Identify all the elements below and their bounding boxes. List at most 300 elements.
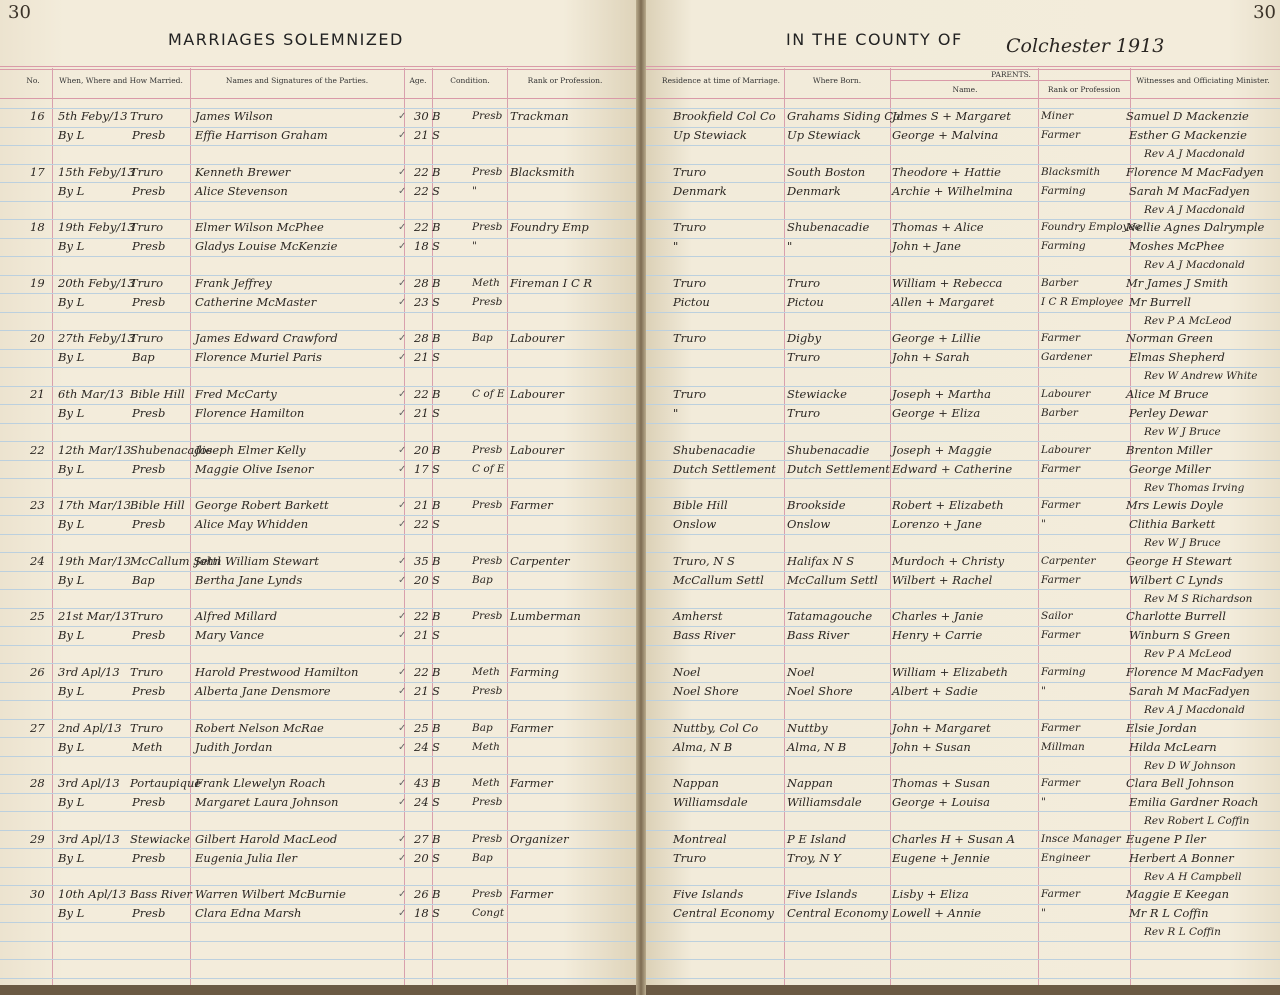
check-mark-icon: ✓ [398, 630, 407, 642]
groom-residence: Truro [673, 220, 706, 235]
groom-denomination: C of E [472, 388, 505, 400]
entry-number: 28 [30, 776, 45, 791]
marriage-place: Shubenacadie [130, 442, 213, 457]
bride-name: Margaret Laura Johnson [195, 795, 339, 810]
bride-condition: S [432, 684, 440, 698]
marriage-place: Portaupique [130, 776, 202, 791]
bride-parents: Lowell + Annie [892, 906, 982, 921]
bride-condition: S [432, 572, 440, 587]
bride-name: Alice May Whidden [195, 517, 309, 532]
bride-name: Mary Vance [195, 628, 265, 643]
marriage-place: Truro [130, 275, 163, 290]
groom-condition: B [432, 553, 441, 568]
groom-age: 25 [414, 720, 429, 735]
check-mark-icon: ✓ [398, 500, 407, 512]
check-mark-icon: ✓ [398, 389, 407, 400]
groom-rank: Foundry Emp [510, 220, 589, 235]
groom-birthplace: South Boston [787, 164, 866, 179]
bride-age: 23 [414, 294, 429, 309]
entry-number: 20 [30, 331, 45, 346]
groom-age: 22 [414, 220, 429, 235]
groom-name: Elmer Wilson McPhee [195, 220, 324, 235]
groom-condition: B [432, 275, 441, 290]
groom-parent-rank: Labourer [1041, 388, 1091, 400]
check-mark-icon: ✓ [398, 352, 407, 364]
entry-number: 29 [30, 831, 45, 846]
marriage-date: 10th Apl/13 [58, 887, 127, 902]
groom-name: James Edward Crawford [195, 331, 338, 346]
witness-2: Wilbert C Lynds [1129, 572, 1223, 587]
entry-number: 18 [30, 220, 45, 235]
groom-parents: Joseph + Maggie [892, 442, 992, 457]
check-mark-icon: ✓ [398, 852, 407, 864]
groom-name: Alfred Millard [195, 609, 278, 624]
groom-residence: Shubenacadie [673, 442, 756, 457]
bride-condition: S [432, 739, 440, 754]
col-parent-name: Name. [952, 85, 978, 94]
groom-parents: George + Lillie [892, 331, 981, 346]
bride-parents: Archie + Wilhelmina [892, 183, 1013, 198]
marriage-church: Bap [132, 572, 155, 587]
groom-denomination: Presb [472, 888, 503, 901]
marriage-date: 19th Mar/13 [58, 553, 131, 568]
groom-parents: Lisby + Eliza [892, 887, 969, 902]
check-mark-icon: ✓ [398, 111, 407, 122]
bride-residence: Denmark [673, 183, 727, 198]
col-parent-rank: Rank or Profession [1047, 85, 1121, 94]
bride-residence: Up Stewiack [673, 128, 747, 142]
groom-name: John William Stewart [195, 553, 319, 568]
col-when: When, Where and How Married. [59, 76, 183, 85]
groom-denomination: Presb [472, 610, 503, 623]
officiating-minister: Rev W J Bruce [1144, 537, 1221, 550]
groom-residence: Nappan [673, 776, 719, 791]
officiating-minister: Rev P A McLeod [1144, 648, 1232, 661]
marriage-how: By L [58, 795, 85, 810]
marriage-place: Bible Hill [130, 498, 185, 513]
bride-birthplace: Troy, N Y [787, 850, 841, 865]
groom-condition: B [432, 887, 441, 902]
entry-number: 27 [30, 720, 45, 735]
groom-residence: Truro, N S [673, 553, 735, 568]
bride-birthplace: " [787, 239, 793, 254]
left-page-title: MARRIAGES SOLEMNIZED [168, 30, 404, 49]
check-mark-icon: ✓ [398, 296, 407, 308]
groom-condition: B [432, 164, 441, 179]
groom-parent-rank: Labourer [1041, 443, 1091, 456]
witness-2: Elmas Shepherd [1129, 350, 1225, 365]
bride-age: 17 [414, 461, 429, 476]
bride-denomination: Congt [472, 907, 505, 920]
marriage-place: Stewiacke [130, 831, 190, 846]
bride-residence: Pictou [673, 294, 710, 309]
bride-residence: Onslow [673, 517, 717, 532]
groom-parent-rank: Farmer [1041, 888, 1081, 901]
check-mark-icon: ✓ [398, 555, 407, 567]
bride-denomination: Bap [472, 851, 493, 864]
witness-2: Esther G Mackenzie [1129, 128, 1247, 142]
check-mark-icon: ✓ [398, 463, 407, 475]
marriage-how: By L [58, 128, 85, 142]
groom-birthplace: Truro [787, 275, 820, 290]
officiating-minister: Rev P A McLeod [1144, 314, 1232, 327]
entry-number: 16 [30, 109, 45, 123]
bride-condition: S [432, 183, 440, 198]
marriage-place: McCallum Settl [130, 553, 221, 568]
marriage-date: 20th Feby/13 [58, 275, 135, 290]
check-mark-icon: ✓ [398, 408, 407, 419]
officiating-minister: Rev A J Macdonald [1144, 704, 1245, 716]
bride-condition: S [432, 906, 440, 921]
check-mark-icon: ✓ [398, 833, 407, 845]
marriage-how: By L [58, 850, 85, 865]
witness-1: Nellie Agnes Dalrymple [1126, 220, 1265, 235]
bride-name: Clara Edna Marsh [195, 906, 302, 921]
bride-residence: Dutch Settlement [673, 461, 776, 476]
groom-parent-rank: Blacksmith [1041, 165, 1101, 178]
groom-rank: Farmer [510, 720, 553, 735]
groom-name: Frank Jeffrey [195, 275, 272, 290]
col-names: Names and Signatures of the Parties. [225, 76, 369, 85]
groom-age: 21 [414, 498, 429, 513]
witness-1: Charlotte Burrell [1126, 609, 1226, 624]
marriage-date: 12th Mar/13 [58, 442, 131, 457]
check-mark-icon: ✓ [398, 222, 407, 234]
groom-parent-rank: Barber [1041, 276, 1078, 289]
groom-residence: Noel [673, 665, 701, 679]
witness-1: Norman Green [1126, 331, 1214, 346]
right-page [641, 0, 1280, 985]
groom-parents: Theodore + Hattie [892, 164, 1001, 179]
groom-age: 22 [414, 387, 429, 401]
marriage-how: By L [58, 739, 85, 754]
bride-parents: Edward + Catherine [892, 461, 1013, 476]
marriage-how: By L [58, 239, 85, 254]
groom-rank: Organizer [510, 831, 569, 846]
marriage-church: Meth [132, 739, 163, 754]
bride-condition: S [432, 350, 440, 365]
marriage-date: 27th Feby/13 [58, 331, 135, 346]
col-residence: Residence at time of Marriage. [661, 76, 781, 85]
bride-parents: Lorenzo + Jane [892, 517, 982, 532]
groom-birthplace: Five Islands [787, 887, 858, 902]
groom-denomination: Presb [472, 110, 503, 122]
bride-name: Alberta Jane Densmore [195, 684, 331, 698]
bride-denomination: C of E [472, 462, 505, 475]
groom-condition: B [432, 665, 441, 679]
marriage-church: Presb [132, 294, 166, 309]
witness-2: Mr R L Coffin [1129, 906, 1209, 921]
witness-1: Alice M Bruce [1126, 387, 1209, 401]
check-mark-icon: ✓ [398, 722, 407, 734]
bride-age: 18 [414, 906, 429, 921]
bride-parents: George + Louisa [892, 795, 990, 810]
bride-birthplace: Alma, N B [787, 739, 847, 754]
groom-denomination: Presb [472, 554, 503, 567]
bride-parent-rank: Farmer [1041, 629, 1081, 642]
marriage-how: By L [58, 906, 85, 921]
witness-1: George H Stewart [1126, 553, 1233, 568]
bride-denomination: Presb [472, 796, 503, 809]
check-mark-icon: ✓ [398, 889, 407, 901]
groom-name: Fred McCarty [195, 387, 277, 401]
bride-parents: John + Susan [892, 739, 971, 754]
bride-parent-rank: I C R Employee [1041, 295, 1124, 308]
witness-1: Maggie E Keegan [1126, 887, 1230, 902]
officiating-minister: Rev M S Richardson [1144, 592, 1253, 605]
marriage-date: 19th Feby/13 [58, 220, 135, 235]
marriage-date: 17th Mar/13 [58, 498, 131, 513]
groom-birthplace: Stewiacke [787, 387, 847, 401]
bride-name: Eugenia Julia Iler [195, 850, 297, 865]
groom-parent-rank: Farming [1041, 666, 1086, 678]
witness-1: Eugene P Iler [1126, 831, 1206, 846]
bride-condition: S [432, 239, 440, 254]
witness-2: Emilia Gardner Roach [1129, 795, 1259, 810]
groom-residence: Truro [673, 275, 706, 290]
groom-denomination: Meth [472, 777, 500, 790]
marriage-church: Presb [132, 183, 166, 198]
groom-parent-rank: Farmer [1041, 332, 1081, 345]
groom-denomination: Presb [472, 165, 503, 178]
entry-number: 19 [30, 275, 45, 290]
groom-birthplace: Halifax N S [787, 553, 855, 568]
groom-parents: Charles + Janie [892, 609, 984, 624]
groom-name: Kenneth Brewer [195, 164, 291, 179]
witness-1: Clara Bell Johnson [1126, 776, 1235, 791]
county-handwritten: Colchester 1913 [1006, 35, 1165, 57]
bride-parents: George + Eliza [892, 406, 981, 420]
bride-parents: Eugene + Jennie [892, 850, 990, 865]
marriage-church: Presb [132, 850, 166, 865]
bride-residence: Noel Shore [673, 684, 739, 698]
groom-parents: Thomas + Susan [892, 776, 991, 791]
check-mark-icon: ✓ [398, 667, 407, 678]
bride-parent-rank: Farmer [1041, 129, 1081, 141]
groom-condition: B [432, 776, 441, 791]
col-rank: Rank or Profession. [527, 76, 603, 85]
groom-rank: Lumberman [510, 609, 581, 624]
bride-parent-rank: Barber [1041, 407, 1078, 419]
bride-residence: Alma, N B [673, 739, 733, 754]
bride-parents: Henry + Carrie [892, 628, 983, 643]
groom-rank: Blacksmith [510, 164, 575, 179]
bride-name: Florence Muriel Paris [195, 350, 322, 365]
check-mark-icon: ✓ [398, 130, 407, 141]
groom-age: 30 [414, 109, 429, 123]
groom-name: Joseph Elmer Kelly [195, 442, 306, 457]
bride-condition: S [432, 795, 440, 810]
bride-denomination: " [472, 240, 477, 253]
groom-birthplace: Brookside [787, 498, 846, 513]
marriage-place: Bible Hill [130, 387, 185, 401]
groom-age: 22 [414, 665, 429, 679]
marriage-how: By L [58, 572, 85, 587]
groom-birthplace: P E Island [787, 831, 847, 846]
bride-parents: Allen + Margaret [892, 294, 995, 309]
bride-name: Catherine McMaster [195, 294, 317, 309]
groom-birthplace: Grahams Siding Col [787, 109, 904, 123]
groom-age: 35 [414, 553, 429, 568]
groom-rank: Labourer [510, 331, 564, 346]
entry-number: 22 [30, 442, 45, 457]
marriage-church: Bap [132, 350, 155, 365]
groom-age: 43 [414, 776, 429, 791]
marriage-how: By L [58, 684, 85, 698]
bride-condition: S [432, 517, 440, 532]
bride-parent-rank: " [1041, 518, 1046, 531]
witness-1: Florence M MacFadyen [1126, 164, 1264, 179]
groom-rank: Trackman [510, 109, 569, 123]
left-page [0, 0, 640, 985]
groom-parent-rank: Sailor [1041, 610, 1073, 623]
bride-parent-rank: Engineer [1041, 851, 1090, 864]
marriage-church: Presb [132, 517, 166, 532]
groom-denomination: Bap [472, 721, 493, 734]
col-no: No. [26, 76, 40, 85]
bride-birthplace: Williamsdale [787, 795, 862, 810]
check-mark-icon: ✓ [398, 166, 407, 178]
check-mark-icon: ✓ [398, 277, 407, 289]
marriage-how: By L [58, 461, 85, 476]
groom-denomination: Presb [472, 832, 503, 845]
bride-condition: S [432, 461, 440, 476]
groom-residence: Truro [673, 387, 706, 401]
groom-birthplace: Digby [787, 331, 822, 346]
groom-residence: Bible Hill [673, 498, 728, 513]
bride-birthplace: McCallum Settl [787, 572, 878, 587]
groom-residence: Amherst [673, 609, 723, 624]
bride-age: 20 [414, 850, 429, 865]
check-mark-icon: ✓ [398, 778, 407, 790]
groom-condition: B [432, 831, 441, 846]
check-mark-icon: ✓ [398, 611, 407, 623]
check-mark-icon: ✓ [398, 686, 407, 697]
officiating-minister: Rev A J Macdonald [1144, 148, 1245, 160]
marriage-place: Truro [130, 164, 163, 179]
bride-residence: " [673, 406, 679, 420]
bride-denomination: " [472, 184, 477, 197]
check-mark-icon: ✓ [398, 741, 407, 753]
entry-number: 17 [30, 164, 45, 179]
officiating-minister: Rev A H Campbell [1144, 870, 1242, 883]
marriage-place: Truro [130, 109, 163, 123]
bride-age: 21 [414, 128, 429, 142]
groom-rank: Carpenter [510, 553, 570, 568]
check-mark-icon: ✓ [398, 908, 407, 920]
entry-number: 26 [30, 665, 45, 679]
bride-birthplace: Noel Shore [787, 684, 853, 698]
groom-age: 27 [414, 831, 429, 846]
groom-parent-rank: Insce Manager [1041, 832, 1121, 845]
bride-parent-rank: " [1041, 907, 1046, 920]
bride-birthplace: Dutch Settlement [787, 461, 890, 476]
witness-2: Winburn S Green [1129, 628, 1231, 643]
bride-parents: John + Jane [892, 239, 961, 254]
groom-rank: Labourer [510, 387, 564, 401]
bride-parent-rank: Farmer [1041, 573, 1081, 586]
bride-parent-rank: Farming [1041, 240, 1086, 253]
bride-denomination: Meth [472, 740, 500, 753]
marriage-how: By L [58, 350, 85, 365]
bride-denomination: Presb [472, 295, 503, 308]
bride-denomination: Bap [472, 573, 493, 586]
right-page-title: IN THE COUNTY OF [786, 30, 963, 49]
groom-condition: B [432, 109, 441, 123]
bride-parents: Wilbert + Rachel [892, 572, 993, 587]
bride-parent-rank: Farmer [1041, 462, 1081, 475]
witness-1: Florence M MacFadyen [1126, 665, 1264, 679]
groom-residence: Brookfield Col Co [673, 109, 776, 123]
groom-denomination: Presb [472, 221, 503, 234]
groom-parent-rank: Farmer [1041, 777, 1081, 790]
bride-birthplace: Onslow [787, 517, 831, 532]
check-mark-icon: ✓ [398, 241, 407, 253]
bride-age: 21 [414, 628, 429, 643]
groom-birthplace: Noel [787, 665, 815, 679]
witness-2: George Miller [1129, 461, 1211, 476]
marriage-how: By L [58, 294, 85, 309]
witness-1: Mrs Lewis Doyle [1126, 498, 1224, 513]
groom-parent-rank: Carpenter [1041, 554, 1096, 567]
marriage-date: 3rd Apl/13 [58, 665, 120, 679]
entry-number: 25 [30, 609, 45, 624]
groom-condition: B [432, 331, 441, 346]
groom-parents: Murdoch + Christy [892, 553, 1005, 568]
groom-condition: B [432, 220, 441, 235]
witness-2: Clithia Barkett [1129, 517, 1216, 532]
right-page-number: 30 [1253, 2, 1276, 23]
bride-residence: Central Economy [673, 906, 774, 921]
marriage-date: 3rd Apl/13 [58, 776, 120, 791]
bride-birthplace: Bass River [787, 628, 849, 643]
left-page-number: 30 [8, 2, 31, 23]
groom-condition: B [432, 498, 441, 513]
bride-parent-rank: " [1041, 796, 1046, 809]
bride-residence: Williamsdale [673, 795, 748, 810]
col-born: Where Born. [812, 76, 862, 85]
groom-age: 26 [414, 887, 429, 902]
groom-rank: Farmer [510, 498, 553, 513]
witness-2: Sarah M MacFadyen [1129, 684, 1250, 698]
col-witnesses: Witnesses and Officiating Minister. [1136, 76, 1270, 85]
bride-parents: George + Malvina [892, 128, 999, 142]
groom-age: 28 [414, 331, 429, 346]
marriage-date: 2nd Apl/13 [58, 720, 122, 735]
bride-age: 21 [414, 684, 429, 698]
groom-condition: B [432, 387, 441, 401]
marriage-church: Presb [132, 684, 166, 698]
bride-name: Florence Hamilton [195, 406, 305, 420]
bride-birthplace: Denmark [787, 183, 841, 198]
marriage-place: Truro [130, 609, 163, 624]
groom-name: Gilbert Harold MacLeod [195, 831, 338, 846]
groom-residence: Montreal [673, 831, 727, 846]
marriage-place: Truro [130, 220, 163, 235]
groom-birthplace: Nappan [787, 776, 833, 791]
bride-birthplace: Truro [787, 350, 820, 365]
groom-condition: B [432, 609, 441, 624]
bride-parents: John + Sarah [892, 350, 970, 365]
bride-name: Alice Stevenson [195, 183, 288, 198]
groom-denomination: Meth [472, 276, 500, 289]
marriage-church: Presb [132, 461, 166, 476]
groom-rank: Fireman I C R [510, 275, 593, 290]
groom-parents: James S + Margaret [892, 109, 1011, 123]
bride-birthplace: Truro [787, 406, 820, 420]
groom-parent-rank: Farmer [1041, 721, 1081, 734]
bride-condition: S [432, 128, 440, 142]
